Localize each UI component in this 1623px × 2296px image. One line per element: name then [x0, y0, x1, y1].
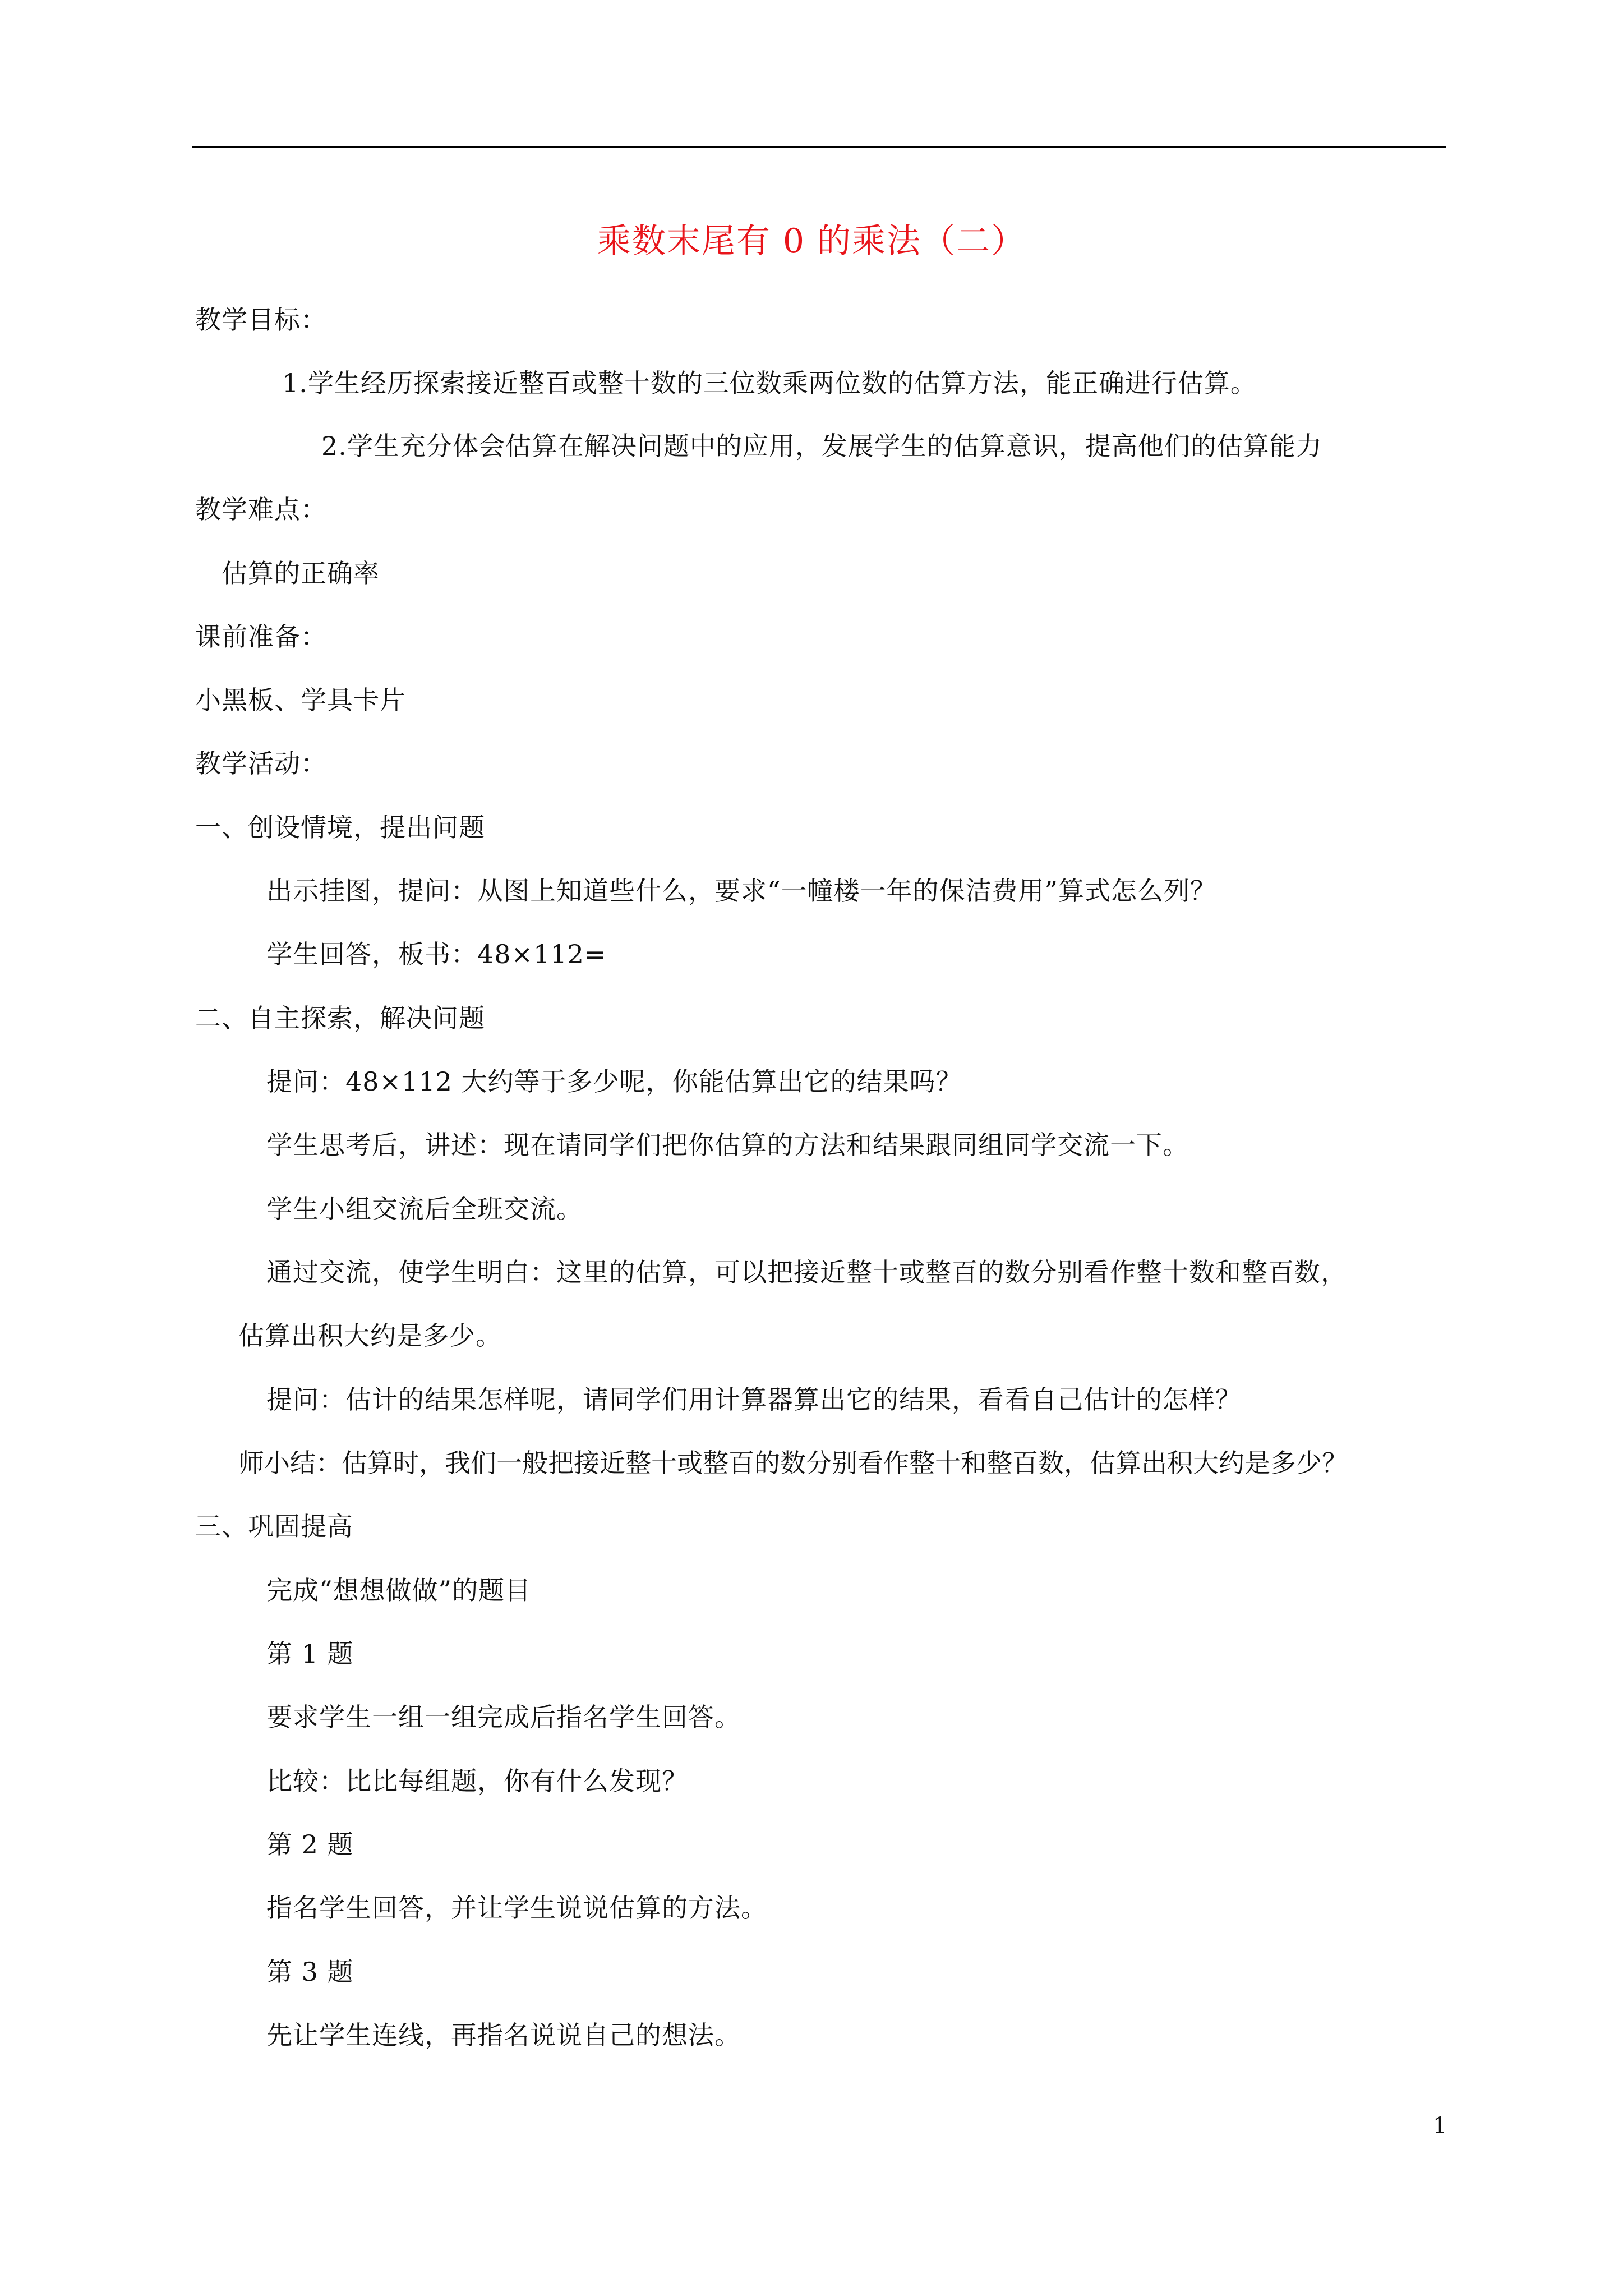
goal-item-2: 2.学生充分体会估算在解决问题中的应用，发展学生的估算意识，提高他们的估算能力 [321, 431, 1322, 461]
exercise-3-label: 第 3 题 [266, 1957, 354, 1987]
difficulty-text: 估算的正确率 [222, 558, 380, 588]
step-3-heading: 三、巩固提高 [195, 1511, 353, 1542]
exercise-1-text-1: 要求学生一组一组完成后指名学生回答。 [266, 1702, 741, 1732]
document-title: 乘数末尾有 0 的乘法（二） [597, 222, 1026, 261]
exercise-1-text-2: 比较：比比每组题，你有什么发现？ [266, 1766, 688, 1796]
exercise-2-text: 指名学生回答，并让学生说说估算的方法。 [266, 1893, 767, 1923]
step-3-paragraph-1: 完成“想想做做”的题目 [266, 1575, 532, 1605]
step-1-paragraph-1: 出示挂图，提问：从图上知道些什么，要求“一幢楼一年的保洁费用”算式怎么列？ [266, 876, 1217, 906]
exercise-3-text: 先让学生连线，再指名说说自己的想法。 [266, 2020, 741, 2050]
exercise-2-label: 第 2 题 [266, 1829, 354, 1860]
section-heading-activities: 教学活动： [195, 748, 327, 779]
goal-item-1: 1.学生经历探索接近整百或整十数的三位数乘两位数的估算方法，能正确进行估算。 [282, 368, 1257, 398]
section-heading-preparation: 课前准备： [195, 622, 327, 652]
step-2-paragraph-5: 提问：估计的结果怎样呢，请同学们用计算器算出它的结果，看看自己估计的怎样？ [266, 1384, 1242, 1415]
step-2-heading: 二、自主探索，解决问题 [195, 1003, 485, 1033]
section-heading-difficulties: 教学难点： [195, 494, 327, 524]
exercise-1-label: 第 1 题 [266, 1639, 354, 1669]
step-1-heading: 一、创设情境，提出问题 [195, 812, 485, 843]
step-2-paragraph-2: 学生思考后，讲述：现在请同学们把你估算的方法和结果跟同组同学交流一下。 [266, 1130, 1189, 1160]
step-2-paragraph-3: 学生小组交流后全班交流。 [266, 1194, 583, 1224]
page-number: 1 [1433, 2113, 1447, 2139]
step-1-paragraph-2: 学生回答，板书：48×112= [266, 939, 607, 969]
header-rule [192, 146, 1446, 148]
step-2-paragraph-4: 通过交流，使学生明白：这里的估算，可以把接近整十或整百的数分别看作整十数和整百数， [266, 1257, 1347, 1287]
preparation-text: 小黑板、学具卡片 [195, 685, 406, 715]
step-2-paragraph-4-continued: 估算出积大约是多少。 [238, 1320, 502, 1351]
step-2-summary: 师小结：估算时，我们一般把接近整十或整百的数分别看作整十和整百数，估算出积大约是多少？ [238, 1448, 1348, 1478]
step-2-paragraph-1: 提问：48×112 大约等于多少呢，你能估算出它的结果吗？ [266, 1066, 962, 1097]
section-heading-teaching-goals: 教学目标： [195, 305, 327, 335]
